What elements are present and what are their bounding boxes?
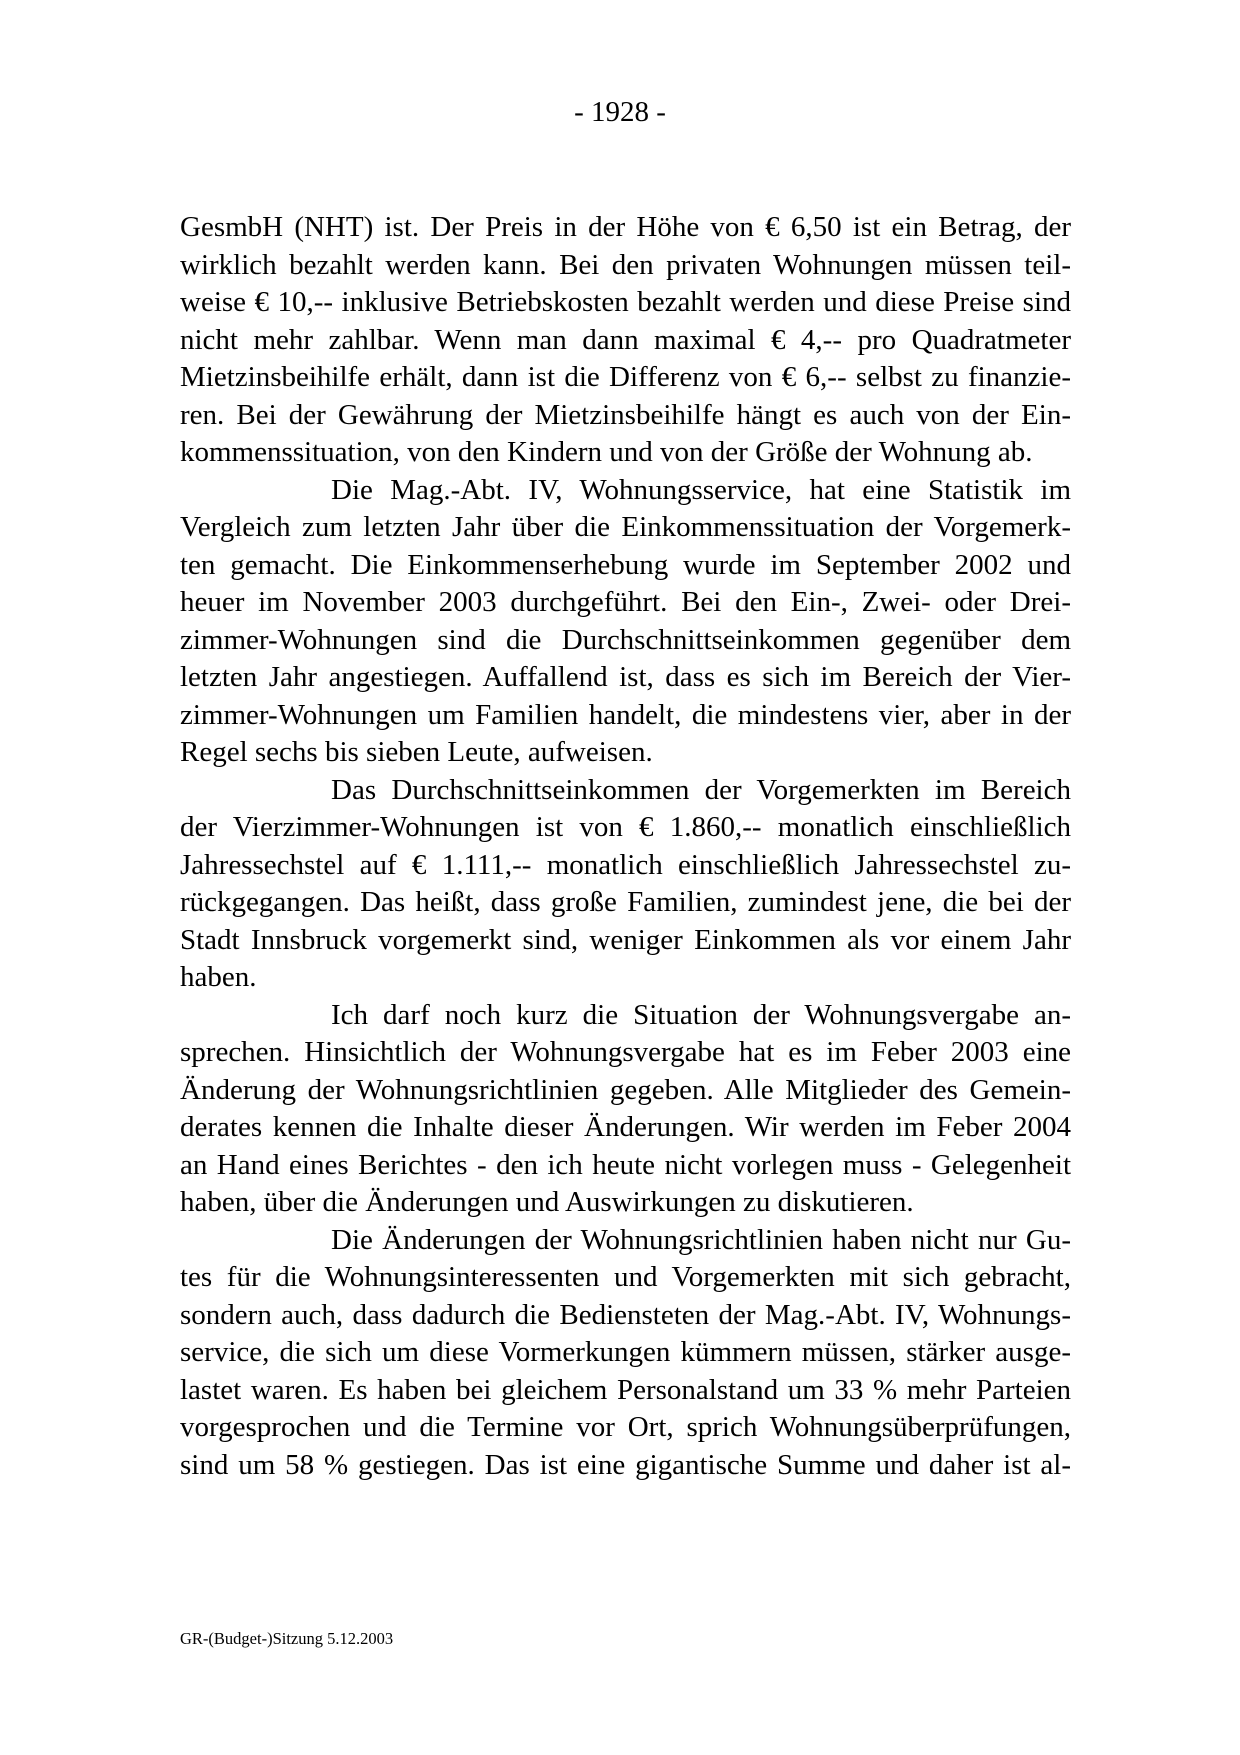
text-line: vorgesprochen und die Termine vor Ort, sprich Wohnungsüberprüfungen,: [180, 1411, 1071, 1443]
text-line: tes für die Wohnungsinteressenten und Vorgemerkten mit sich gebracht,: [180, 1261, 1071, 1293]
text-line: Regel sechs bis sieben Leute, aufweisen.: [180, 736, 653, 768]
text-line: haben, über die Änderungen und Auswirkungen zu diskutieren.: [180, 1186, 914, 1218]
text-line: weise € 10,-- inklusive Betriebskosten bezahlt werden und diese Preise sind: [180, 286, 1071, 318]
text-line: Stadt Innsbruck vorgemerkt sind, weniger Einkommen als vor einem Jahr: [180, 923, 1071, 956]
text-line: der Vierzimmer-Wohnungen ist von € 1.860,-- monatlich einschließlich: [180, 811, 1071, 843]
text-line: Die Mag.-Abt. IV, Wohnungsservice, hat eine Statistik im: [331, 473, 1071, 506]
text-line: sondern auch, dass dadurch die Bediensteten der Mag.-Abt. IV, Wohnungs-: [180, 1298, 1071, 1331]
text-line: nicht mehr zahlbar. Wenn man dann maximal € 4,-- pro Quadratmeter: [180, 323, 1071, 356]
text-line: derates kennen die Inhalte dieser Änderungen. Wir werden im Feber 2004: [180, 1111, 1071, 1143]
text-line: ten gemacht. Die Einkommenserhebung wurde im September 2002 und: [180, 548, 1071, 581]
body-text: [180, 209, 1071, 1484]
text-line: letzten Jahr angestiegen. Auffallend ist, dass es sich im Bereich der Vier-: [180, 661, 1071, 693]
text-line: Jahressechstel auf € 1.111,-- monatlich einschließlich Jahressechstel zu-: [180, 848, 1071, 881]
text-line: ren. Bei der Gewährung der Mietzinsbeihilfe hängt es auch von der Ein-: [180, 398, 1071, 431]
text-line: heuer im November 2003 durchgeführt. Bei den Ein-, Zwei- oder Drei-: [180, 586, 1071, 618]
text-line: Das Durchschnittseinkommen der Vorgemerkten im Bereich: [331, 773, 1071, 806]
text-line: zimmer-Wohnungen um Familien handelt, die mindestens vier, aber in der: [180, 698, 1071, 731]
text-line: Die Änderungen der Wohnungsrichtlinien haben nicht nur Gu-: [331, 1223, 1071, 1256]
text-line: Änderung der Wohnungsrichtlinien gegeben. Alle Mitglieder des Gemein-: [180, 1073, 1071, 1106]
text-line: haben.: [180, 961, 257, 993]
text-line: sind um 58 % gestiegen. Das ist eine gigantische Summe und daher ist al-: [180, 1448, 1071, 1481]
text-line: zimmer-Wohnungen sind die Durchschnittseinkommen gegenüber dem: [180, 623, 1071, 656]
text-line: lastet waren. Es haben bei gleichem Personalstand um 33 % mehr Parteien: [180, 1373, 1071, 1406]
page-number: - 1928 -: [574, 96, 666, 128]
text-line: Mietzinsbeihilfe erhält, dann ist die Differenz von € 6,-- selbst zu finanzie-: [180, 361, 1071, 393]
text-line: rückgegangen. Das heißt, dass große Familien, zumindest jene, die bei der: [180, 886, 1071, 918]
text-line: Vergleich zum letzten Jahr über die Einkommenssituation der Vorgemerk-: [180, 511, 1071, 543]
text-line: service, die sich um diese Vormerkungen kümmern müssen, stärker ausge-: [180, 1336, 1071, 1368]
text-line: wirklich bezahlt werden kann. Bei den privaten Wohnungen müssen teil-: [180, 248, 1071, 281]
page-footer: GR-(Budget-)Sitzung 5.12.2003: [180, 1629, 394, 1648]
text-line: an Hand eines Berichtes - den ich heute nicht vorlegen muss - Gelegenheit: [180, 1148, 1071, 1181]
text-line: kommenssituation, von den Kindern und von der Größe der Wohnung ab.: [180, 436, 1033, 468]
text-line: Ich darf noch kurz die Situation der Wohnungsvergabe an-: [331, 998, 1071, 1031]
text-line: sprechen. Hinsichtlich der Wohnungsvergabe hat es im Feber 2003 eine: [180, 1036, 1071, 1068]
text-line: GesmbH (NHT) ist. Der Preis in der Höhe von € 6,50 ist ein Betrag, der: [180, 211, 1071, 243]
